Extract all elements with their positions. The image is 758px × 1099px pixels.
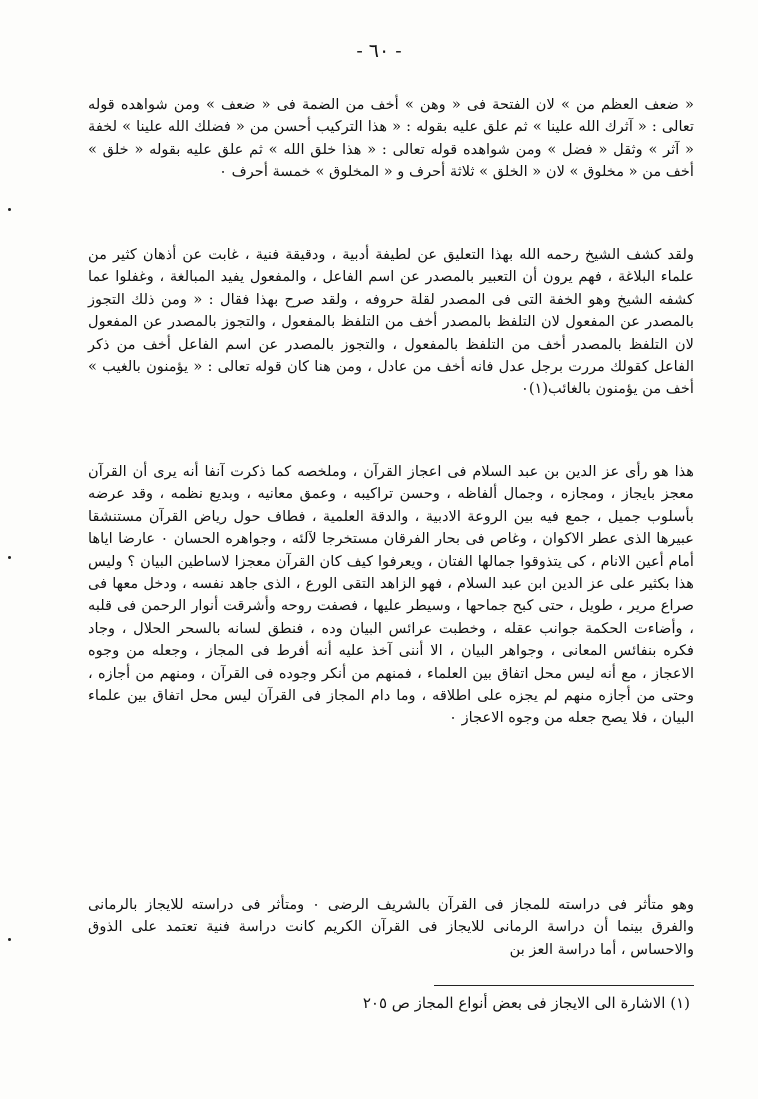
paragraph-1-text: « ضعف العظم من » لان الفتحة فى « وهن » أخف من الضمة فى « ضعف » ومن شواهده قوله تعالى : « آثرك الله علينا » ثم علق عليه بقوله : « هذا التركيب أحسن من « فضلك الله علينا » لخفة « آثر » وثقل « فضل » ومن شواهده قوله تعالى : « هذا خلق الله » ثم علق عليه بقوله « خلق » أخف من « مخلوق » لان « الخلق » ثلاثة أحرف و « المخلوق » خمسة أحرف ٠	[88, 96, 694, 181]
paragraph-2	[88, 244, 694, 401]
paragraph-1	[88, 94, 694, 184]
footnote-separator	[434, 985, 694, 986]
margin-speck	[8, 556, 11, 559]
page-number: - ٦٠ -	[356, 40, 402, 62]
paragraph-3-text: هذا هو رأى عز الدين بن عبد السلام فى اعجاز القرآن ، وملخصه كما ذكرت آنفا أنه يرى أن القرآن معجز بايجاز ، ومجازه ، وجمال ألفاظه ، وحسن تراكيبه ، وعمق معانيه ، وبديع نظمه ، وقد عرضه بأسلوب جميل ، جمع فيه بين الروعة الادبية ، والدقة العلمية ، فطاف حول رياض القرآن مستنشقا عبيرها الذى عطر الاكوان ، وغاص فى بحار الفرقان مستخرجا لآلئه ، وجواهره الحسان ٠ عارضا اياها أمام أعين الانام ، كى يتذوقوا جمالها الفتان ، ويعرفوا كيف كان القرآن معجزا لاساطين البيان ؟ وليس هذا بكثير على عز الدين ابن عبد السلام ، فهو الزاهد التقى الورع ، الذى جاهد نفسه ، ودخل معها فى صراع مرير ، طويل ، حتى كبح جماحها ، وسيطر عليها ، فصفت روحه وأشرقت أنوار الرحمن فى قلبه ، وأضاءت الحكمة جوانب عقله ، وخطبت عرائس البيان وده ، فنطق لسانه بالسحر الحلال ، وجاد فكره بنفائس المعانى ، وجواهر البيان ، الا أننى آخذ عليه أنه أفرط فى المجاز ، وجعله من وجوه الاعجاز ، مع أنه ليس محل اتفاق بين العلماء ، فمنهم من أنكر وجوده فى القرآن ، ومنهم من أجازه ، وحتى من أجازه منهم لم يجزه على اطلاقه ، وما دام المجاز فى القرآن ليس محل اتفاق بين علماء البيان ، فلا يصح جعله من وجوه الاعجاز ٠	[88, 463, 694, 727]
paragraph-4-text: وهو متأثر فى دراسته للمجاز فى القرآن بالشريف الرضى ٠ ومتأثر فى دراسته للايجاز بالرمانى والفرق بينما أن دراسة الرمانى للايجاز فى القرآن الكريم كانت دراسة فنية تعتمد على الذوق والاحساس ، أما دراسة العز بن	[88, 896, 694, 958]
paragraph-2-text: ولقد كشف الشيخ رحمه الله بهذا التعليق عن لطيفة أدبية ، ودقيقة فنية ، غابت عن أذهان كثير من علماء البلاغة ، فهم يرون أن التعبير بالمصدر عن اسم الفاعل ، والمفعول يفيد المبالغة ، وغفلوا عما كشفه الشيخ وهو الخفة التى فى المصدر لقلة حروفه ، ولقد صرح بهذا فقال : « ومن ذلك التجوز بالمصدر عن المفعول لان التلفظ بالمصدر أخف من التلفظ بالمفعول ، والتجوز بالمصدر عن المفعول لان التلفظ بالمصدر أخف من التلفظ بالمفعول ، والتجوز بالمصدر عن اسم الفاعل أخف من ذكر الفاعل كقولك مررت برجل عدل فانه أخف من عادل ، ومن هنا كان قوله تعالى : « يؤمنون بالغيب » أخف من يؤمنون بالغائب(١)٠	[88, 246, 694, 398]
margin-speck	[8, 208, 11, 211]
margin-speck	[8, 938, 11, 941]
footnote: (١) الاشارة الى الايجاز فى بعض أنواع المجاز ص ٢٠٥	[362, 994, 690, 1012]
paragraph-3	[88, 461, 694, 730]
paragraph-4	[88, 894, 694, 961]
